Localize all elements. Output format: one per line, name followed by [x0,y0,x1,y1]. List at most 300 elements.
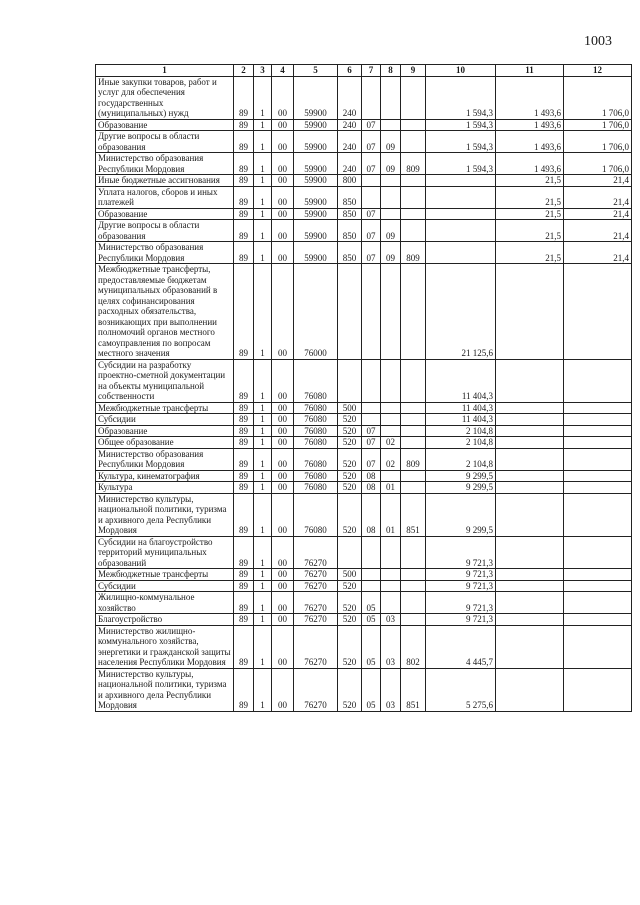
code-cell [362,580,381,592]
code-cell: 59900 [294,131,338,153]
row-name-cell: Благоустройство [96,614,234,626]
code-cell [401,482,426,494]
amount-cell [496,592,564,614]
code-cell [338,359,362,402]
code-cell: 500 [338,402,362,414]
code-cell [401,580,426,592]
table-row [96,175,632,187]
code-cell: 240 [338,131,362,153]
code-cell: 00 [272,482,294,494]
code-cell: 00 [272,592,294,614]
column-header: 11 [496,65,564,77]
code-cell: 00 [272,242,294,264]
code-cell: 520 [338,668,362,711]
table-row [96,592,632,614]
amount-cell: 11 404,3 [426,402,496,414]
code-cell: 1 [254,569,272,581]
code-cell: 00 [272,470,294,482]
row-name-cell: Межбюджетные трансферты [96,402,234,414]
code-cell: 00 [272,175,294,187]
amount-cell: 21,4 [564,186,632,208]
column-header: 9 [401,65,426,77]
code-cell [401,470,426,482]
page-number: 1003 [584,34,612,49]
code-cell: 89 [234,220,254,242]
code-cell [362,359,381,402]
code-cell: 1 [254,186,272,208]
code-cell: 00 [272,264,294,360]
row-name-cell: Министерство культуры, национальной политики, туризма и архивного дела Республики Мордовия [96,493,234,536]
code-cell: 00 [272,493,294,536]
code-cell: 89 [234,448,254,470]
code-cell [401,131,426,153]
row-name-cell: Образование [96,208,234,220]
code-cell: 89 [234,153,254,175]
code-cell: 76080 [294,402,338,414]
code-cell: 89 [234,569,254,581]
code-cell: 76000 [294,264,338,360]
table-row [96,569,632,581]
code-cell: 850 [338,220,362,242]
column-header: 8 [381,65,401,77]
amount-cell: 1 706,0 [564,131,632,153]
code-cell: 76080 [294,437,338,449]
code-cell: 09 [381,131,401,153]
code-cell: 1 [254,493,272,536]
code-cell: 05 [362,592,381,614]
code-cell: 89 [234,668,254,711]
code-cell: 76080 [294,414,338,426]
code-cell: 09 [381,153,401,175]
amount-cell [564,592,632,614]
amount-cell: 1 706,0 [564,153,632,175]
code-cell: 1 [254,242,272,264]
code-cell [401,175,426,187]
amount-cell: 9 721,3 [426,580,496,592]
code-cell [401,220,426,242]
code-cell: 1 [254,359,272,402]
code-cell: 89 [234,536,254,569]
amount-cell [496,668,564,711]
code-cell: 09 [381,220,401,242]
row-name-cell: Субсидии [96,580,234,592]
code-cell: 520 [338,470,362,482]
amount-cell [564,425,632,437]
row-name-cell: Образование [96,425,234,437]
code-cell: 00 [272,119,294,131]
code-cell [381,359,401,402]
code-cell: 1 [254,668,272,711]
code-cell: 76270 [294,580,338,592]
code-cell: 89 [234,482,254,494]
amount-cell [564,569,632,581]
code-cell [381,414,401,426]
table-row [96,220,632,242]
amount-cell: 9 299,5 [426,482,496,494]
code-cell: 07 [362,220,381,242]
code-cell [362,175,381,187]
code-cell: 07 [362,448,381,470]
code-cell: 1 [254,414,272,426]
code-cell: 00 [272,76,294,119]
amount-cell: 1 594,3 [426,76,496,119]
code-cell: 59900 [294,175,338,187]
amount-cell [496,402,564,414]
column-header: 12 [564,65,632,77]
amount-cell [496,536,564,569]
code-cell: 05 [362,614,381,626]
code-cell: 851 [401,668,426,711]
code-cell [401,592,426,614]
row-name-cell: Уплата налогов, сборов и иных платежей [96,186,234,208]
table-row [96,153,632,175]
code-cell: 809 [401,242,426,264]
table-row [96,482,632,494]
row-name-cell: Иные закупки товаров, работ и услуг для обеспечения государственных (муниципальных) нужд [96,76,234,119]
row-name-cell: Иные бюджетные ассигнования [96,175,234,187]
code-cell: 00 [272,208,294,220]
amount-cell: 21,4 [564,242,632,264]
amount-cell [564,264,632,360]
code-cell: 89 [234,359,254,402]
table-row [96,242,632,264]
amount-cell [564,536,632,569]
amount-cell: 21,5 [496,220,564,242]
code-cell: 02 [381,437,401,449]
code-cell: 76080 [294,359,338,402]
code-cell: 00 [272,153,294,175]
amount-cell: 1 706,0 [564,119,632,131]
amount-cell: 1 706,0 [564,76,632,119]
code-cell: 07 [362,425,381,437]
amount-cell [496,493,564,536]
row-name-cell: Культура [96,482,234,494]
row-name-cell: Министерство жилищно-коммунального хозяйства, энергетики и гражданской защиты населения Республики Мордовия [96,625,234,668]
code-cell [401,437,426,449]
amount-cell: 9 721,3 [426,614,496,626]
amount-cell [496,482,564,494]
amount-cell: 4 445,7 [426,625,496,668]
code-cell: 500 [338,569,362,581]
amount-cell: 21,5 [496,175,564,187]
code-cell: 520 [338,614,362,626]
row-name-cell: Общее образование [96,437,234,449]
code-cell: 76080 [294,482,338,494]
code-cell: 89 [234,614,254,626]
code-cell: 07 [362,131,381,153]
code-cell [338,264,362,360]
code-cell: 05 [362,625,381,668]
code-cell: 07 [362,119,381,131]
code-cell [362,76,381,119]
row-name-cell: Министерство культуры, национальной политики, туризма и архивного дела Республики Мордовия [96,668,234,711]
code-cell: 1 [254,625,272,668]
code-cell: 01 [381,493,401,536]
code-cell: 03 [381,614,401,626]
column-header: 5 [294,65,338,77]
amount-cell: 9 721,3 [426,536,496,569]
code-cell: 76270 [294,536,338,569]
row-name-cell: Образование [96,119,234,131]
code-cell: 00 [272,580,294,592]
amount-cell [564,625,632,668]
amount-cell [496,625,564,668]
table-row [96,264,632,360]
code-cell: 1 [254,76,272,119]
code-cell: 800 [338,175,362,187]
code-cell: 03 [381,668,401,711]
code-cell: 00 [272,437,294,449]
code-cell [401,119,426,131]
column-header: 10 [426,65,496,77]
code-cell [362,414,381,426]
code-cell [401,569,426,581]
code-cell [381,175,401,187]
amount-cell: 2 104,8 [426,425,496,437]
code-cell: 89 [234,76,254,119]
code-cell [381,569,401,581]
code-cell: 520 [338,592,362,614]
amount-cell [564,437,632,449]
amount-cell [564,448,632,470]
amount-cell: 21 125,6 [426,264,496,360]
code-cell: 05 [362,668,381,711]
code-cell: 1 [254,119,272,131]
code-cell: 520 [338,437,362,449]
code-cell: 89 [234,242,254,264]
amount-cell: 11 404,3 [426,414,496,426]
code-cell: 03 [381,625,401,668]
amount-cell: 2 104,8 [426,448,496,470]
code-cell: 89 [234,119,254,131]
code-cell: 520 [338,493,362,536]
code-cell: 76270 [294,569,338,581]
code-cell: 00 [272,625,294,668]
code-cell: 76270 [294,668,338,711]
code-cell: 520 [338,482,362,494]
code-cell: 00 [272,359,294,402]
table-row [96,614,632,626]
amount-cell [426,220,496,242]
code-cell: 07 [362,208,381,220]
code-cell [362,264,381,360]
code-cell: 00 [272,425,294,437]
code-cell [362,402,381,414]
code-cell [381,119,401,131]
code-cell: 240 [338,153,362,175]
row-name-cell: Министерство образования Республики Мордовия [96,242,234,264]
code-cell: 76270 [294,592,338,614]
amount-cell [564,493,632,536]
table-row [96,425,632,437]
amount-cell [426,242,496,264]
code-cell: 1 [254,614,272,626]
column-header: 3 [254,65,272,77]
table-row [96,131,632,153]
amount-cell [496,359,564,402]
code-cell: 89 [234,493,254,536]
row-name-cell: Субсидии на разработку проектно-сметной документации на объекты муниципальной собственности [96,359,234,402]
code-cell: 59900 [294,220,338,242]
code-cell [401,208,426,220]
code-cell: 1 [254,448,272,470]
table-row [96,186,632,208]
amount-cell: 21,5 [496,186,564,208]
code-cell: 02 [381,448,401,470]
row-name-cell: Межбюджетные трансферты [96,569,234,581]
amount-cell: 21,4 [564,208,632,220]
amount-cell: 9 299,5 [426,470,496,482]
table-header-row [96,65,632,77]
amount-cell: 21,5 [496,208,564,220]
code-cell [401,425,426,437]
code-cell: 850 [338,242,362,264]
code-cell: 520 [338,625,362,668]
amount-cell: 1 594,3 [426,153,496,175]
amount-cell: 9 721,3 [426,569,496,581]
code-cell: 59900 [294,76,338,119]
code-cell [338,536,362,569]
code-cell [381,186,401,208]
code-cell [401,359,426,402]
row-name-cell: Субсидии на благоустройство территорий муниципальных образований [96,536,234,569]
amount-cell: 1 594,3 [426,119,496,131]
code-cell: 00 [272,402,294,414]
row-name-cell: Субсидии [96,414,234,426]
amount-cell [564,402,632,414]
code-cell: 00 [272,569,294,581]
code-cell: 1 [254,220,272,242]
amount-cell [564,470,632,482]
code-cell: 00 [272,220,294,242]
code-cell: 89 [234,175,254,187]
code-cell: 1 [254,536,272,569]
amount-cell [496,614,564,626]
code-cell: 07 [362,242,381,264]
code-cell: 89 [234,425,254,437]
code-cell [381,592,401,614]
column-header: 6 [338,65,362,77]
code-cell: 07 [362,437,381,449]
table-row [96,437,632,449]
code-cell: 89 [234,264,254,360]
code-cell [362,569,381,581]
table-row [96,448,632,470]
code-cell [401,76,426,119]
code-cell: 00 [272,614,294,626]
code-cell: 1 [254,470,272,482]
code-cell [381,76,401,119]
row-name-cell: Культура, кинематография [96,470,234,482]
amount-cell: 21,4 [564,175,632,187]
table-row [96,470,632,482]
code-cell: 00 [272,536,294,569]
code-cell [381,470,401,482]
code-cell [401,402,426,414]
amount-cell: 21,5 [496,242,564,264]
table-row [96,208,632,220]
amount-cell [496,580,564,592]
amount-cell [564,580,632,592]
code-cell: 59900 [294,119,338,131]
row-name-cell: Другие вопросы в области образования [96,220,234,242]
code-cell [381,402,401,414]
table-row [96,536,632,569]
code-cell: 1 [254,580,272,592]
table-row [96,76,632,119]
row-name-cell: Межбюджетные трансферты, предоставляемые бюджетам муниципальных образований в целях софинансирования расходных обязательства, возникающих при выполнении полномочий органов местного самоуправления по вопросам местного значения [96,264,234,360]
table-row [96,580,632,592]
amount-cell [564,614,632,626]
code-cell: 89 [234,186,254,208]
code-cell: 1 [254,402,272,414]
column-header: 7 [362,65,381,77]
amount-cell [496,569,564,581]
code-cell: 1 [254,131,272,153]
table-body [96,76,632,711]
amount-cell [564,482,632,494]
row-name-cell: Другие вопросы в области образования [96,131,234,153]
code-cell: 76270 [294,614,338,626]
code-cell [401,186,426,208]
amount-cell: 1 493,6 [496,76,564,119]
table-row [96,414,632,426]
code-cell: 89 [234,437,254,449]
code-cell: 76080 [294,425,338,437]
code-cell [381,264,401,360]
code-cell: 809 [401,153,426,175]
amount-cell: 5 275,6 [426,668,496,711]
amount-cell: 1 594,3 [426,131,496,153]
amount-cell [496,448,564,470]
code-cell: 1 [254,425,272,437]
amount-cell [496,470,564,482]
amount-cell [426,175,496,187]
code-cell: 59900 [294,186,338,208]
code-cell: 00 [272,668,294,711]
code-cell: 1 [254,208,272,220]
code-cell [401,414,426,426]
amount-cell: 21,4 [564,220,632,242]
code-cell: 89 [234,208,254,220]
code-cell: 09 [381,242,401,264]
code-cell: 00 [272,414,294,426]
code-cell: 520 [338,414,362,426]
column-header: 1 [96,65,234,77]
code-cell: 850 [338,186,362,208]
amount-cell [426,186,496,208]
amount-cell [496,437,564,449]
code-cell: 76270 [294,625,338,668]
table-row [96,359,632,402]
code-cell: 76080 [294,470,338,482]
budget-table [95,64,632,712]
code-cell: 00 [272,186,294,208]
code-cell: 240 [338,119,362,131]
code-cell: 59900 [294,153,338,175]
code-cell [362,186,381,208]
code-cell [401,614,426,626]
table-row [96,119,632,131]
code-cell: 520 [338,580,362,592]
code-cell [401,264,426,360]
code-cell: 850 [338,208,362,220]
code-cell: 89 [234,470,254,482]
code-cell: 01 [381,482,401,494]
table-row [96,668,632,711]
code-cell: 520 [338,425,362,437]
code-cell: 1 [254,175,272,187]
